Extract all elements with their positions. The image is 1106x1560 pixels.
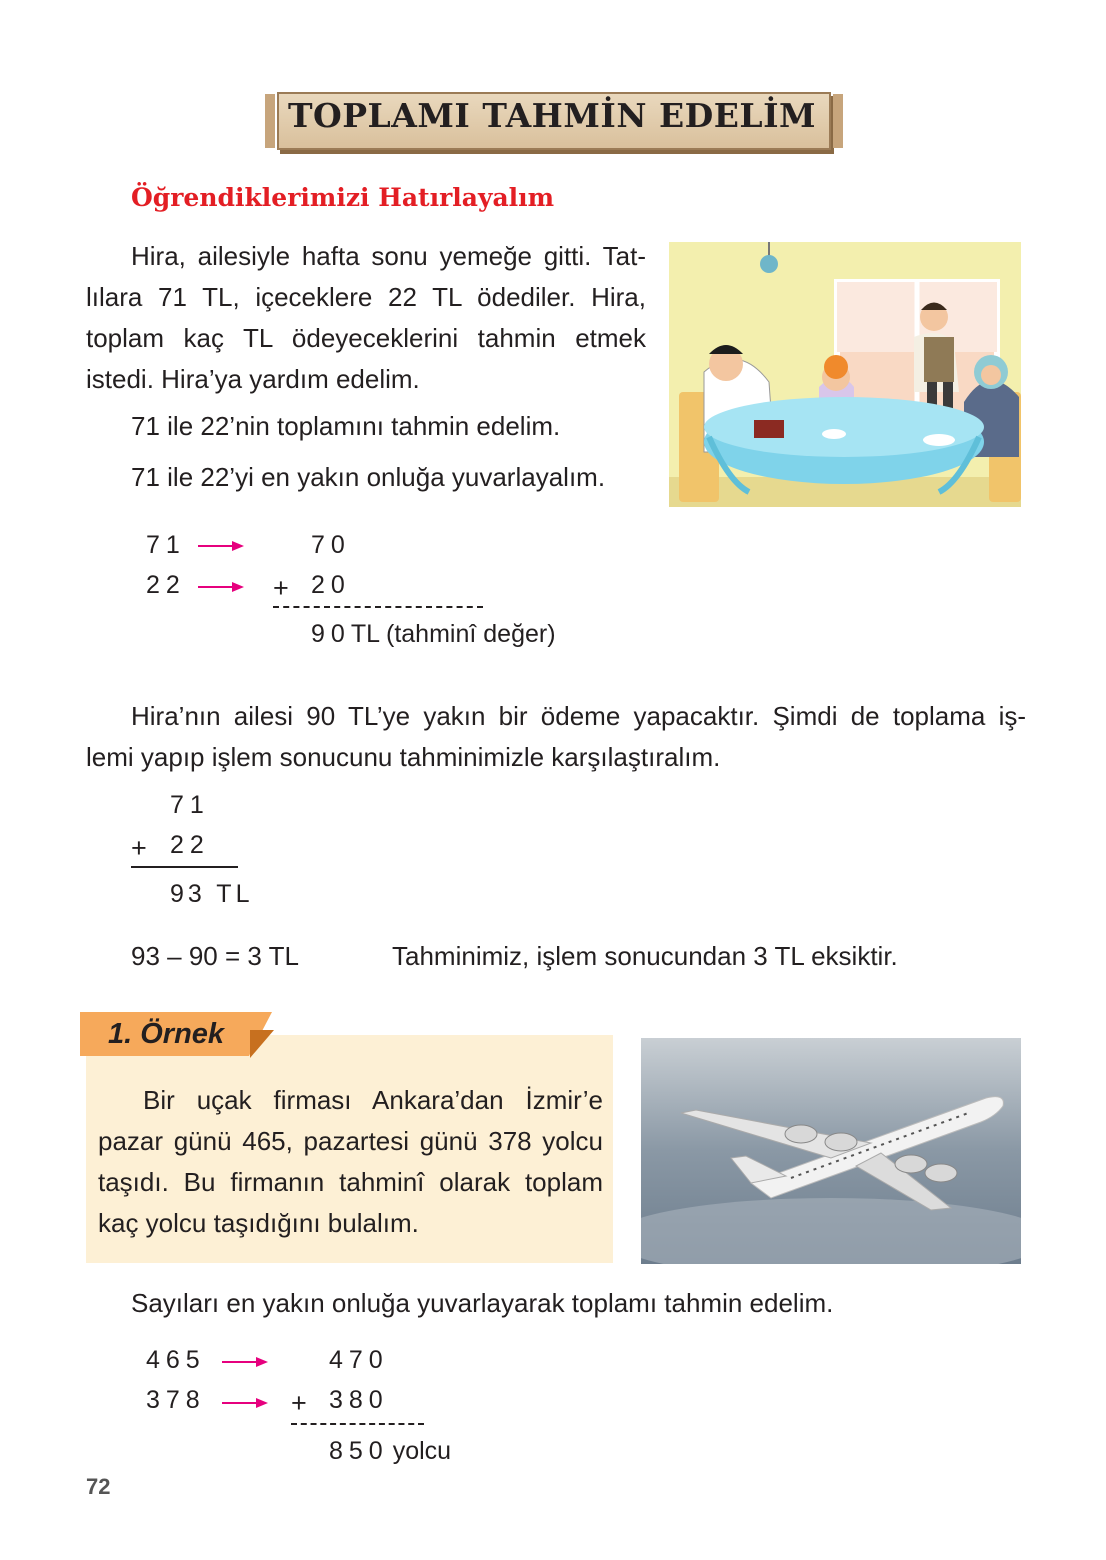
example-step: Sayıları en yakın onluğa yuvarlayarak toplamı tahmin edelim. <box>131 1288 834 1318</box>
difference-equation: 93 – 90 = 3 TL <box>131 941 299 971</box>
operand-original: 22 <box>146 571 186 599</box>
compare-paragraph <box>86 696 1026 778</box>
exact-operand: 71 <box>170 791 210 819</box>
step-text: 71 ile 22’yi en yakın onluğa yuvarlayalım. <box>131 462 606 492</box>
example-line: taşıdı. Bu firmanın tahminî olarak toplam <box>98 1167 603 1197</box>
compare-line: Hira’nın ailesi 90 TL’ye yakın bir ödeme yapacaktır. Şimdi de toplama iş- <box>131 701 1026 731</box>
operand-original: 378 <box>146 1386 206 1414</box>
intro-line: istedi. Hira’ya yardım edelim. <box>86 364 420 394</box>
intro-line: toplam kaç TL ödeyeceklerini tahmin etmek <box>86 323 646 353</box>
plus-sign: + <box>273 573 289 603</box>
operand-original: 71 <box>146 531 186 559</box>
banner-left-plank <box>265 94 275 148</box>
exact-result: 93 TL <box>170 880 254 908</box>
airplane-photo <box>641 1038 1021 1264</box>
example-line: pazar günü 465, pazartesi günü 378 yolcu <box>98 1126 603 1156</box>
step-text: 71 ile 22’nin toplamını tahmin edelim. <box>131 411 561 441</box>
family-dinner-illustration <box>669 242 1021 507</box>
estimate-value: 850 <box>329 1437 389 1465</box>
estimate-value: 90 <box>311 620 351 648</box>
example-label: 1. Örnek <box>108 1018 225 1050</box>
page-title: TOPLAMI TAHMİN EDELİM <box>287 96 817 135</box>
operand-rounded: 20 <box>311 571 351 599</box>
intro-line: lılara 71 TL, içeceklere 22 TL ödediler. Hira, <box>86 282 646 312</box>
difference-note: Tahminimiz, işlem sonucundan 3 TL eksiktir. <box>392 941 898 971</box>
section-heading: Öğrendiklerimizi Hatırlayalım <box>131 183 555 212</box>
operand-rounded: 470 <box>329 1346 389 1374</box>
arrow-right-icon <box>198 539 244 553</box>
example-paragraph <box>98 1080 603 1244</box>
arrow-right-icon <box>222 1396 268 1410</box>
intro-paragraph <box>86 236 646 400</box>
exact-operand: 22 <box>170 831 210 859</box>
example-line: kaç yolcu taşıdığını bulalım. <box>98 1208 419 1238</box>
estimate-suffix: yolcu <box>392 1437 452 1465</box>
arrow-right-icon <box>198 580 244 594</box>
estimate-result <box>329 1437 451 1466</box>
operand-rounded: 380 <box>329 1386 389 1414</box>
operand-rounded: 70 <box>311 531 351 559</box>
banner-right-plank <box>833 94 843 148</box>
sum-line <box>273 606 483 608</box>
example-line: Bir uçak firması Ankara’dan İzmir’e <box>143 1085 603 1115</box>
compare-line: lemi yapıp işlem sonucunu tahminimizle karşılaştıralım. <box>86 742 721 772</box>
page-number: 72 <box>86 1474 111 1499</box>
sum-line <box>291 1423 424 1425</box>
intro-line: Hira, ailesiyle hafta sonu yemeğe gitti. Tat- <box>131 241 646 271</box>
estimate-result <box>311 620 556 649</box>
plus-sign: + <box>291 1388 307 1418</box>
estimate-suffix: TL (tahminî değer) <box>350 620 556 648</box>
operand-original: 465 <box>146 1346 206 1374</box>
sum-line <box>131 866 238 868</box>
arrow-right-icon <box>222 1355 268 1369</box>
plus-sign: + <box>131 833 147 863</box>
